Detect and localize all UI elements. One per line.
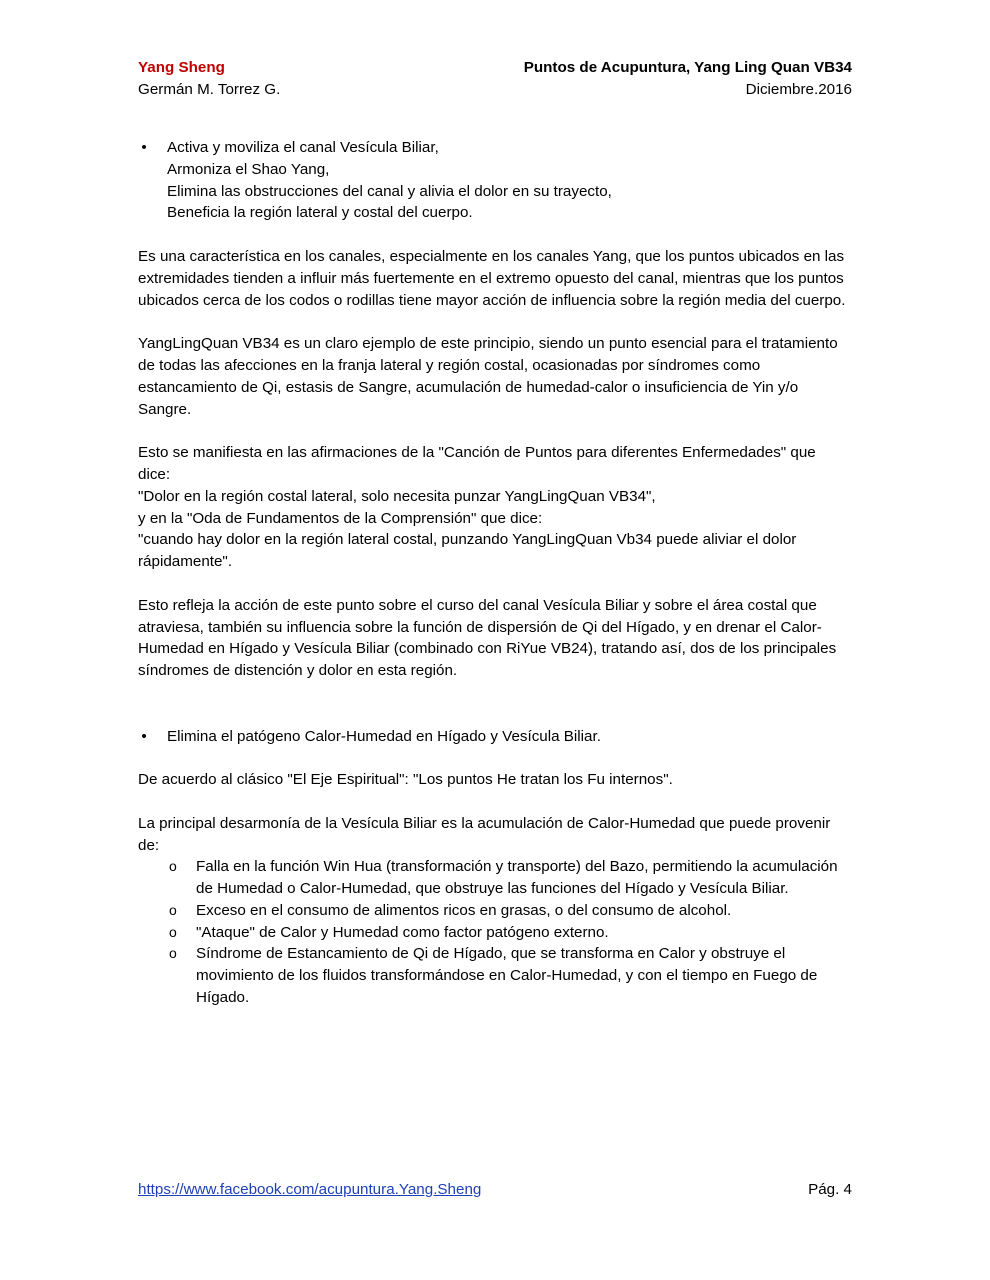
document-page	[138, 0, 852, 1280]
sub-list-item	[138, 856, 852, 900]
bullet-line: Activa y moviliza el canal Vesícula Biliar,	[167, 139, 439, 156]
bullet-list-item	[138, 137, 852, 224]
sub-list-text: Exceso en el consumo de alimentos ricos en grasas, o del consumo de alcohol.	[196, 901, 732, 919]
sub-list-text: Síndrome de Estancamiento de Qi de Hígado, que se transforma en Calor y obstruye el movimiento de los fluidos transformándose en Calor-Humedad, y con el tiempo en Fuego de Hígado.	[196, 945, 818, 1007]
circle-bullet-icon: o	[169, 945, 177, 962]
header-brand: Yang Sheng	[138, 59, 225, 76]
bullet-line: Beneficia la región lateral y costal del cuerpo.	[167, 204, 473, 222]
paragraph: La principal desarmonía de la Vesícula Biliar es la acumulación de Calor-Humedad que puede provenir de:	[138, 814, 831, 854]
paragraph: Esto refleja la acción de este punto sobre el curso del canal Vesícula Biliar y sobre el área costal que atraviesa, también su influencia sobre la función de dispersión de Qi del Hígado, y en drenar el Calor-Humedad en Hígado y Vesícula Biliar (combinado con RiYue VB24), tratando así, dos de los principales síndromes de distención y dolor en esta región.	[138, 596, 837, 680]
circle-bullet-icon: o	[169, 923, 177, 940]
quote-paragraph	[138, 442, 852, 573]
sub-list-item	[138, 922, 852, 944]
bullet-line: Elimina el patógeno Calor-Humedad en Hígado y Vesícula Biliar.	[167, 727, 601, 745]
bullet-list-item	[138, 726, 852, 748]
quote-line: "Dolor en la región costal lateral, solo necesita punzar YangLingQuan VB34",	[138, 487, 656, 505]
footer	[138, 1179, 852, 1201]
header-row-bottom	[138, 79, 852, 101]
header-row-top	[138, 57, 852, 79]
paragraph: De acuerdo al clásico "El Eje Espiritual": "Los puntos He tratan los Fu internos".	[138, 771, 673, 789]
bullet-line: Elimina las obstrucciones del canal y alivia el dolor en su trayecto,	[167, 182, 612, 200]
paragraph: Es una característica en los canales, especialmente en los canales Yang, que los puntos ubicados en las extremidades tienden a influir más fuertemente en el extremo opuesto del canal, mientras que los puntos ubicados cerca de los codos o rodillas tiene mayor acción de influencia sobre la región media del cuerpo.	[138, 247, 846, 309]
sub-list-item	[138, 943, 852, 1008]
quote-line: "cuando hay dolor en la región lateral costal, punzando YangLingQuan Vb34 puede aliviar el dolor rápidamente".	[138, 531, 797, 571]
header-author: Germán M. Torrez G.	[138, 81, 281, 98]
circle-bullet-icon: o	[169, 901, 177, 918]
quote-line: Esto se manifiesta en las afirmaciones de la "Canción de Puntos para diferentes Enfermedades" que dice:	[138, 444, 816, 483]
paragraph: YangLingQuan VB34 es un claro ejemplo de este principio, siendo un punto esencial para el tratamiento de todas las afecciones en la franja lateral y región costal, ocasionadas por síndromes como estancamiento de Qi, estasis de Sangre, acumulación de humedad-calor o insuficiencia de Yin y/o Sangre.	[138, 335, 838, 418]
quote-line: y en la "Oda de Fundamentos de la Comprensión" que dice:	[138, 509, 543, 527]
bullet-dot-icon: •	[141, 727, 147, 745]
sub-list-text: Falla en la función Win Hua (transformación y transporte) del Bazo, permitiendo la acumulación de Humedad o Calor-Humedad, que obstruye las funciones del Hígado y Vesícula Biliar.	[196, 858, 838, 898]
page-number: Pág. 4	[808, 1181, 852, 1198]
bullet-dot-icon: •	[141, 139, 147, 156]
header-date: Diciembre.2016	[745, 81, 852, 98]
facebook-link[interactable]: https://www.facebook.com/acupuntura.Yang.Sheng	[138, 1181, 482, 1198]
sub-list-item	[138, 900, 852, 922]
sub-list-text: "Ataque" de Calor y Humedad como factor patógeno externo.	[196, 923, 609, 941]
circle-bullet-icon: o	[169, 858, 177, 875]
sub-list	[138, 856, 852, 1009]
document-body	[138, 137, 852, 1009]
header-doc-title: Puntos de Acupuntura, Yang Ling Quan VB34	[523, 59, 852, 76]
bullet-line: Armoniza el Shao Yang,	[167, 160, 330, 178]
